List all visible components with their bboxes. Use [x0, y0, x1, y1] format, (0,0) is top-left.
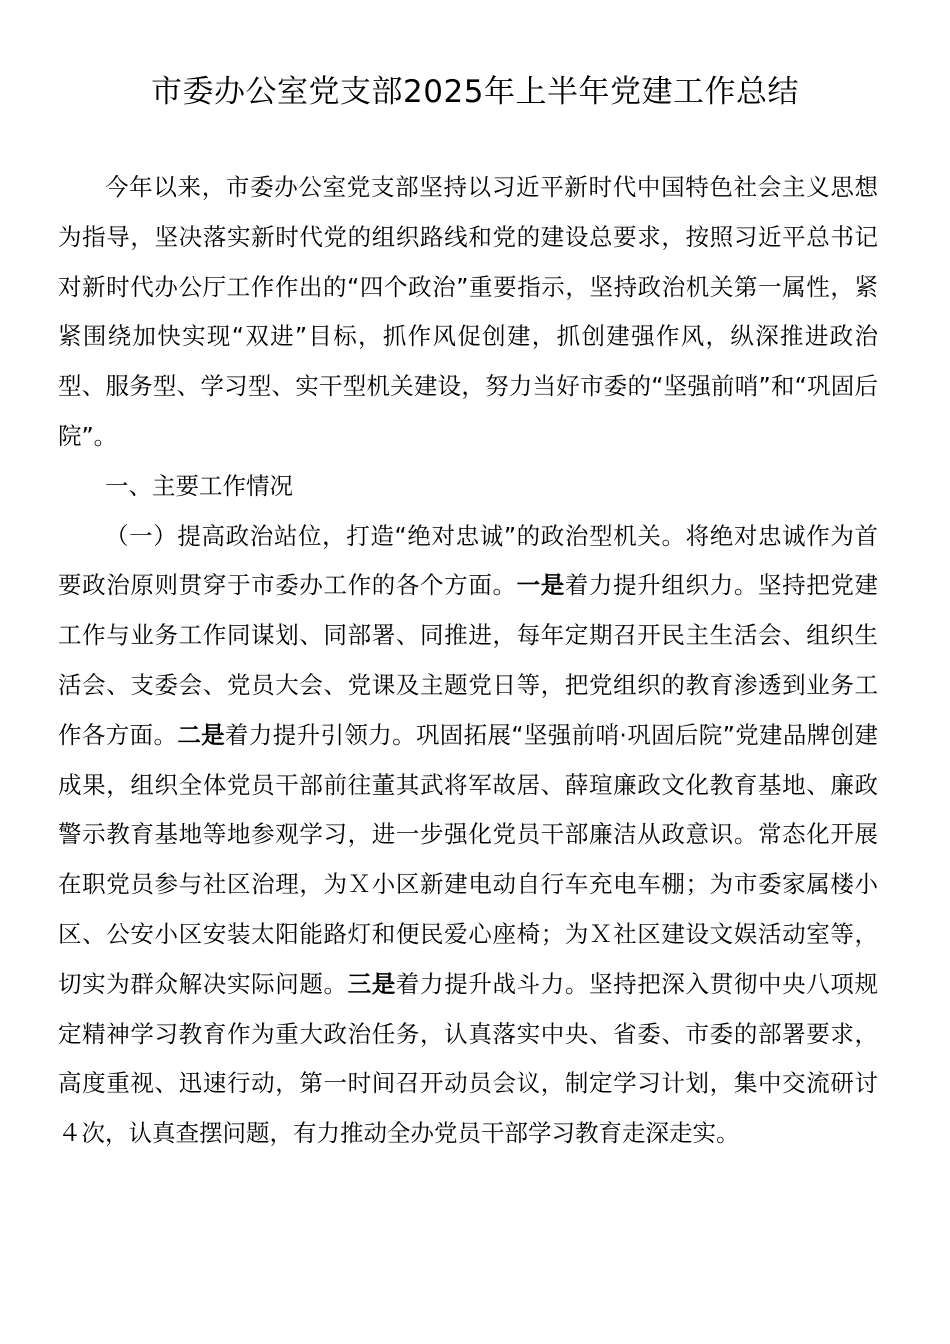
point-2-text: 着力提升引领力。巩固拓展“坚强前哨·巩固后院”党建品牌创建成果，组织全体党员干部前往董其武将军故居、薛瑄廉政文化教育基地、廉政警示教育基地等地参观学习，进一步强化党员干部廉洁从政意识。常态化开展在职党员参与社区治理，为Ｘ小区新建电动自行车充电车棚；为市委家属楼小区、公安小区安装太阳能路灯和便民爱心座椅；为Ｘ社区建设文娱活动室等，切实为群众解决实际问题。: [58, 720, 879, 998]
subsection-paragraph: [58, 512, 878, 1159]
point-3-text: 着力提升战斗力。坚持把深入贯彻中央八项规定精神学习教育作为重大政治任务，认真落实中央、省委、市委的部署要求，高度重视、迅速行动，第一时间召开动员会议，制定学习计划，集中交流研讨４次，认真查摆问题，有力推动全办党员干部学习教育走深走实。: [58, 969, 879, 1148]
document-body: [58, 163, 878, 1159]
point-1-text: 着力提升组织力。坚持把党建工作与业务工作同谋划、同部署、同推进，每年定期召开民主生活会、组织生活会、支委会、党员大会、党课及主题党日等，把党组织的教育渗透到业务工作各方面。: [58, 571, 879, 749]
document-title: 市委办公室党支部2025年上半年党建工作总结: [151, 74, 799, 110]
subsection-lead: （一）提高政治站位，打造“绝对忠诚”的政治型机关。将绝对忠诚作为首要政治原则贯穿于市委办工作的各个方面。: [58, 521, 878, 600]
point-3-label: 三是: [347, 969, 396, 998]
intro-paragraph: 今年以来，市委办公室党支部坚持以习近平新时代中国特色社会主义思想为指导，坚决落实新时代党的组织路线和党的建设总要求，按照习近平总书记对新时代办公厅工作作出的“四个政治”重要指示，坚持政治机关第一属性，紧紧围绕加快实现“双进”目标，抓作风促创建，抓创建强作风，纵深推进政治型、服务型、学习型、实干型机关建设，努力当好市委的“坚强前哨”和“巩固后院”。: [58, 173, 878, 450]
point-2-label: 二是: [177, 720, 226, 749]
point-1-label: 一是: [516, 571, 565, 600]
section-heading: 一、主要工作情况: [105, 471, 293, 500]
